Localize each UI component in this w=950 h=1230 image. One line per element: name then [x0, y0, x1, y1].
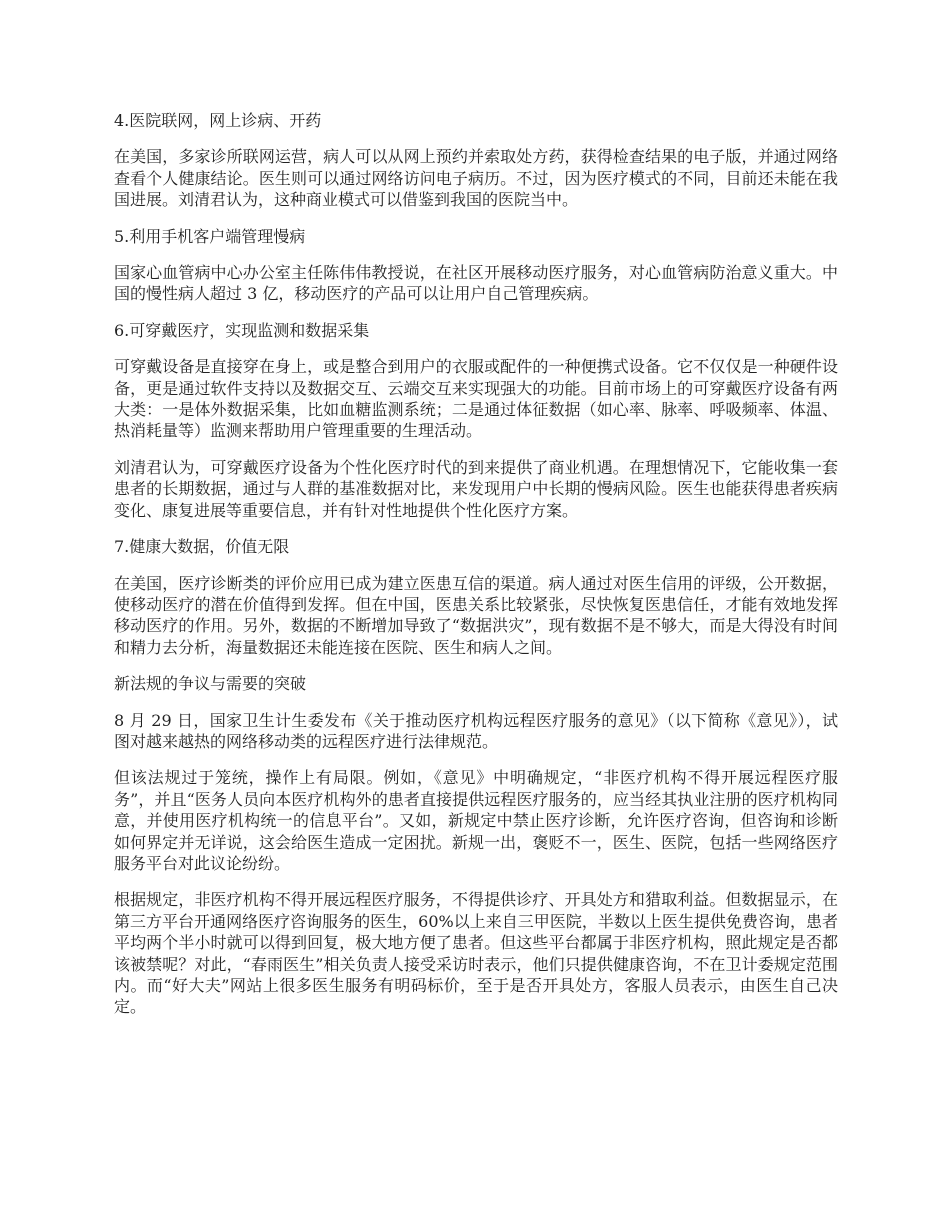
section-heading-new-regulation: 新法规的争议与需要的突破: [114, 674, 307, 694]
paragraph-regulation-release: 8 月 29 日，国家卫生计生委发布《关于推动医疗机构远程医疗服务的意见》（以下简称《意见》），试图对越来越热的网络移动类的远程医疗进行法律规范。: [114, 710, 838, 751]
section-heading-big-data: 7.健康大数据，价值无限: [114, 537, 290, 557]
paragraph-hospital-network: 在美国，多家诊所联网运营，病人可以从网上预约并索取处方药，获得检查结果的电子版，并通过网络查看个人健康结论。医生则可以通过网络访问电子病历。不过，因为医疗模式的不同，目前还未能在我国进展。刘清君认为，这种商业模式可以借鉴到我国的医院当中。: [114, 147, 838, 210]
paragraph-regulation-data: 根据规定，非医疗机构不得开展远程医疗服务，不得提供诊疗、开具处方和猎取利益。但数据显示，在第三方平台开通网络医疗咨询服务的医生，60%以上来自三甲医院，半数以上医生提供免费咨询，患者平均两个半小时就可以得到回复，极大地方便了患者。但这些平台都属于非医疗机构，照此规定是否都该被禁呢？对此，“春雨医生”相关负责人接受采访时表示，他们只提供健康咨询，不在卫计委规定范围内。而“好大夫”网站上很多医生服务有明码标价，至于是否开具处方，客服人员表示，由医生自己决定。: [114, 890, 838, 1017]
section-heading-wearable: 6.可穿戴医疗，实现监测和数据采集: [114, 320, 370, 340]
paragraph-wearable-devices: 可穿戴设备是直接穿在身上，或是整合到用户的衣服或配件的一种便携式设备。它不仅仅是一种硬件设备，更是通过软件支持以及数据交互、云端交互来实现强大的功能。目前市场上的可穿戴医疗设备有两大类：一是体外数据采集，比如血糖监测系统；二是通过体征数据（如心率、脉率、呼吸频率、体温、热消耗量等）监测来帮助用户管理重要的生理活动。: [114, 357, 838, 441]
section-heading-hospital-network: 4.医院联网，网上诊病、开药: [114, 111, 322, 130]
paragraph-wearable-opportunity: 刘清君认为，可穿戴医疗设备为个性化医疗时代的到来提供了商业机遇。在理想情况下，它能收集一套患者的长期数据，通过与人群的基准数据对比，来发现用户中长期的慢病风险。医生也能获得患者疾病变化、康复进展等重要信息，并有针对性地提供个性化医疗方案。: [114, 457, 838, 520]
paragraph-mobile-client: 国家心血管病中心办公室主任陈伟伟教授说，在社区开展移动医疗服务，对心血管病防治意义重大。中国的慢性病人超过 3 亿，移动医疗的产品可以让用户自己管理疾病。: [114, 263, 838, 304]
section-heading-mobile-client: 5.利用手机客户端管理慢病: [114, 226, 306, 246]
paragraph-big-data: 在美国，医疗诊断类的评价应用已成为建立医患互信的渠道。病人通过对医生信用的评级，公开数据，使移动医疗的潜在价值得到发挥。但在中国，医患关系比较紧张，尽快恢复医患信任，才能有效地发挥移动医疗的作用。另外，数据的不断增加导致了“数据洪灾”，现有数据不是不够大，而是大得没有时间和精力去分析，海量数据还未能连接在医院、医生和病人之间。: [114, 573, 838, 657]
paragraph-regulation-limits: 但该法规过于笼统，操作上有局限。例如，《意见》中明确规定，“非医疗机构不得开展远程医疗服务”，并且“医务人员向本医疗机构外的患者直接提供远程医疗服务的，应当经其执业注册的医疗机构同意，并使用医疗机构统一的信息平台”。又如，新规定中禁止医疗诊断，允许医疗咨询，但咨询和诊断如何界定并无详说，这会给医生造成一定困扰。新规一出，褒贬不一，医生、医院，包括一些网络医疗服务平台对此议论纷纷。: [114, 768, 838, 873]
document-body: [114, 110, 838, 1033]
